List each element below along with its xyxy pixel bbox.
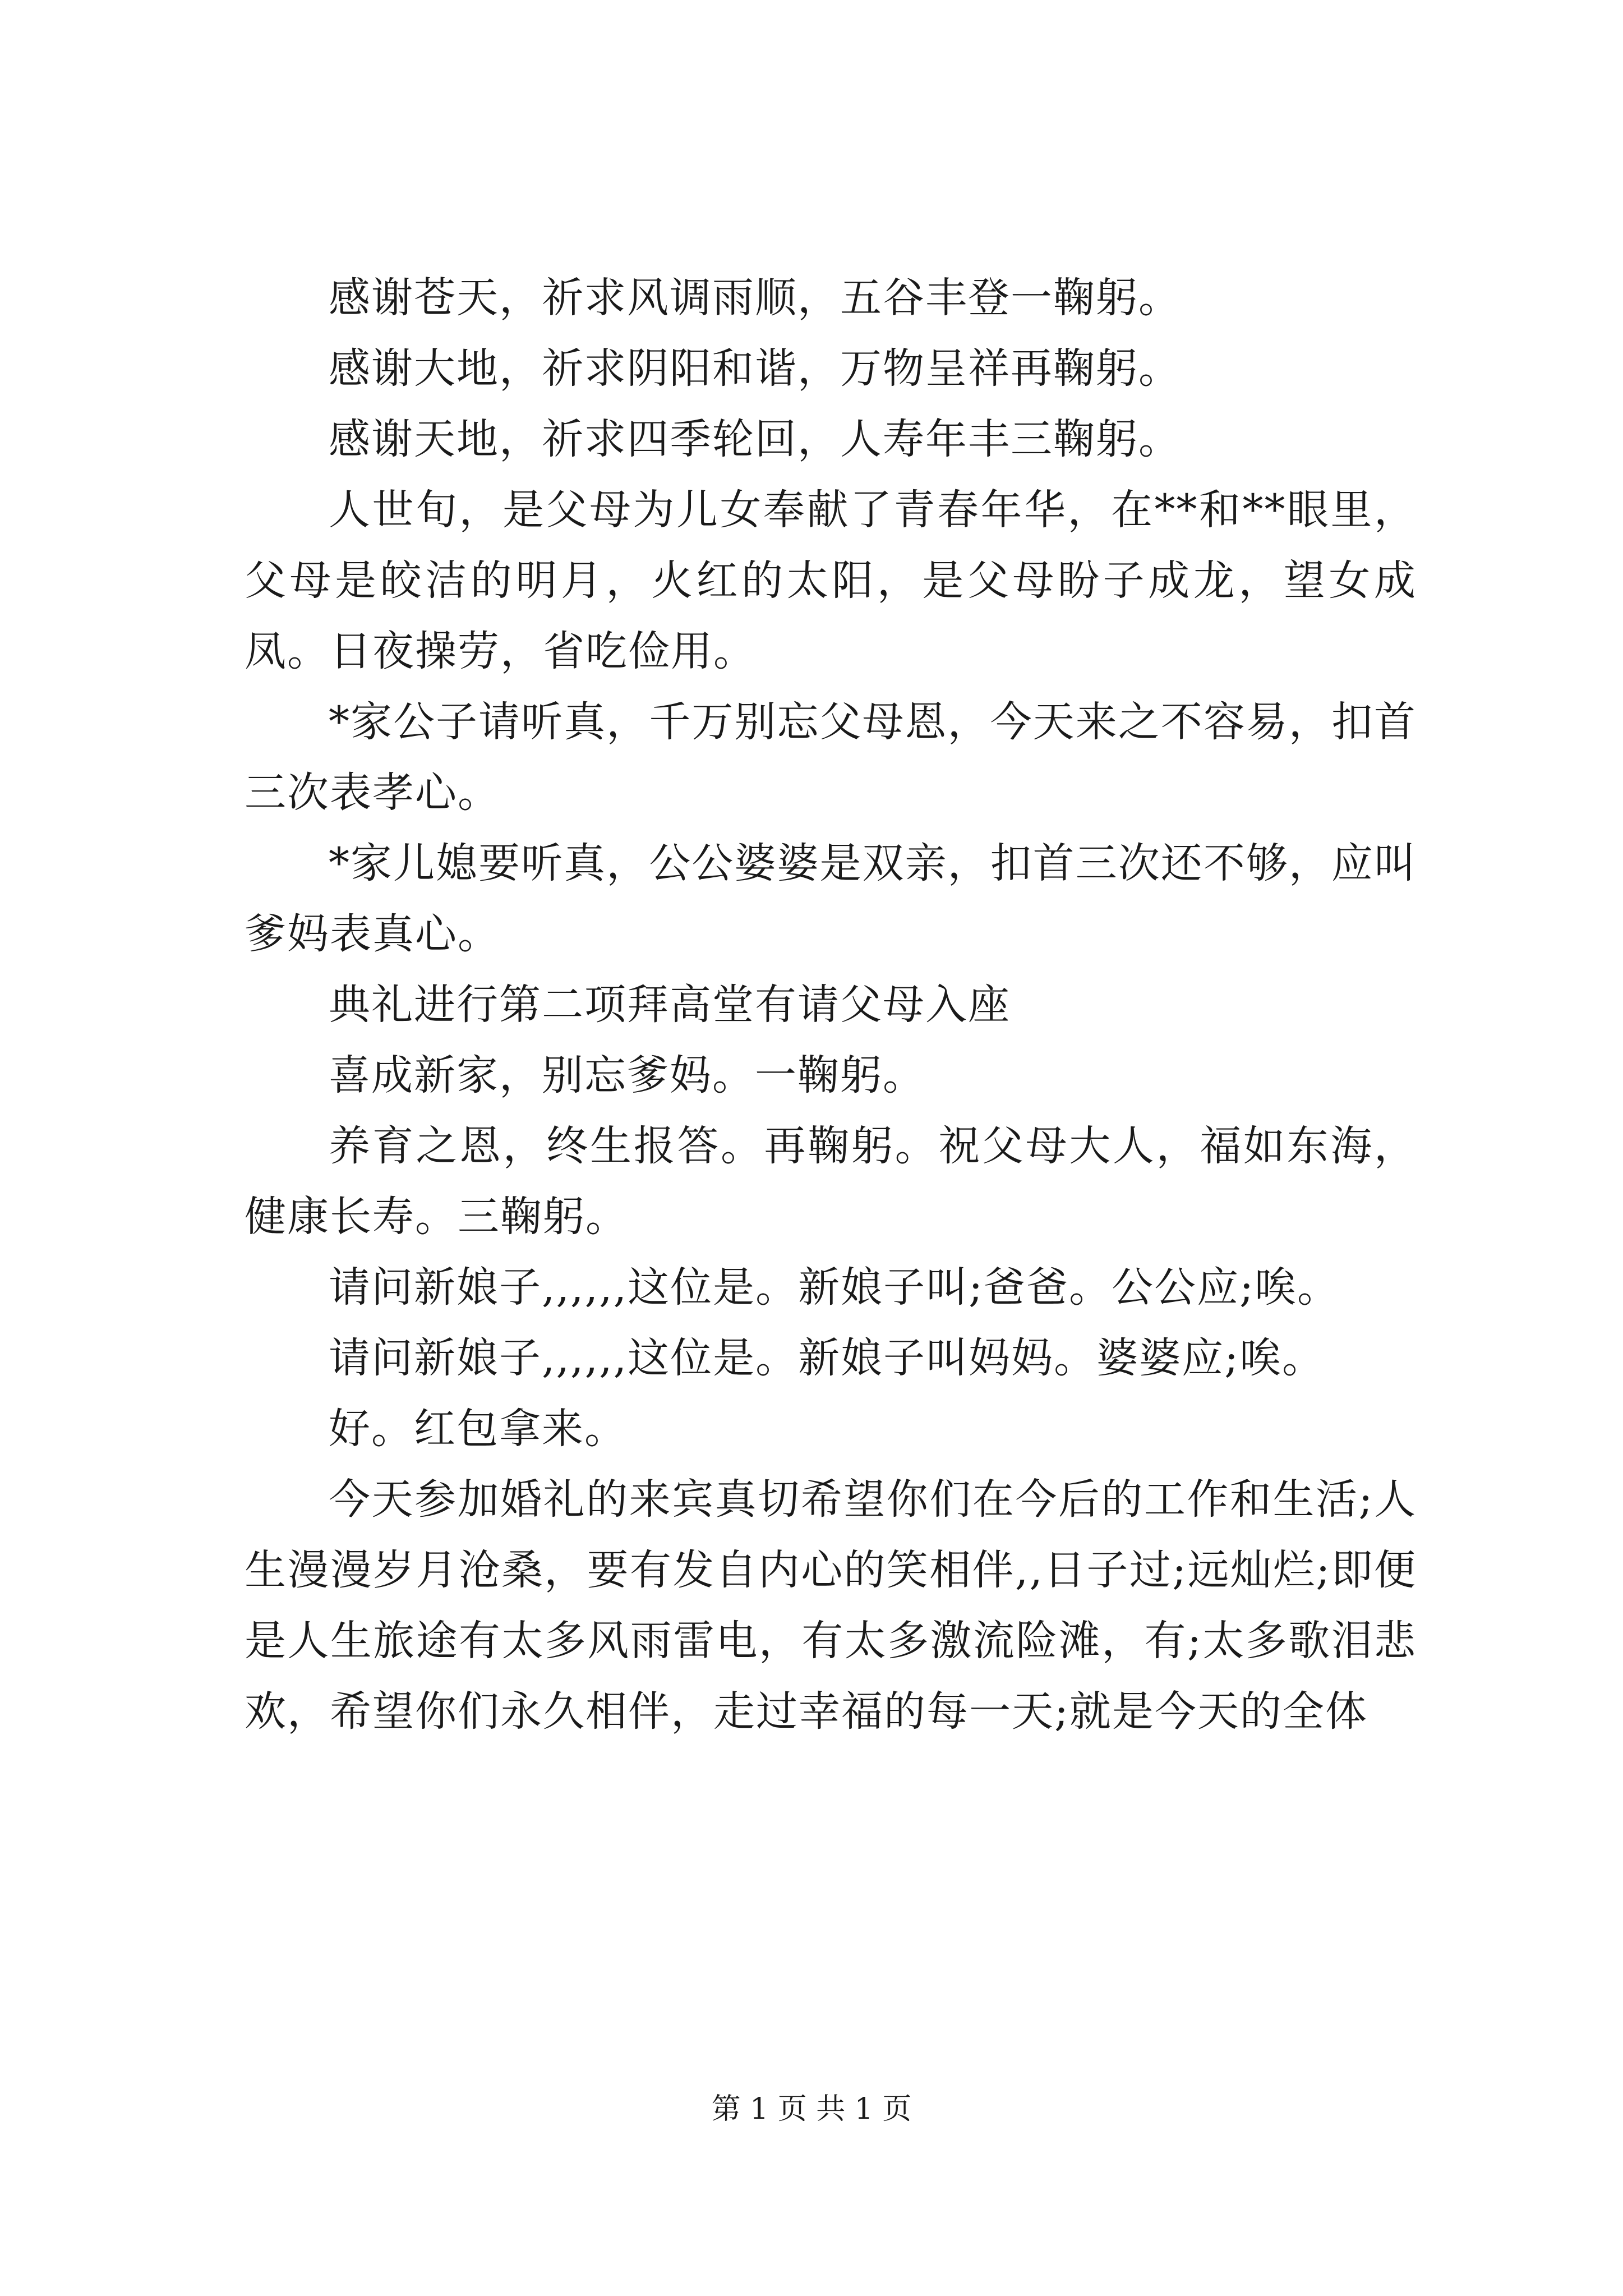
document-body xyxy=(245,263,1417,1747)
paragraph-groom-filial: *家公子请听真，千万别忘父母恩，今天来之不容易，扣首三次表孝心。 xyxy=(245,698,1417,817)
paragraph-thank-heaven-earth: 感谢天地，祈求四季轮回，人寿年丰三鞠躬。 xyxy=(329,415,1181,463)
paragraph-thank-heaven: 感谢苍天，祈求风调雨顺，五谷丰登一鞠躬。 xyxy=(329,274,1181,322)
paragraph-bride-filial: *家儿媳要听真，公公婆婆是双亲，扣首三次还不够，应叫爹妈表真心。 xyxy=(245,839,1417,958)
paragraph-red-envelope: 好。红包拿来。 xyxy=(329,1405,627,1453)
paragraph-parents-devotion: 人世旬，是父母为儿女奉献了青春年华，在**和**眼里，父母是皎洁的明月，火红的太阳，是父母盼子成龙，望女成凤。日夜操劳，省吃俭用。 xyxy=(245,486,1417,675)
paragraph-guests-wishes: 今天参加婚礼的来宾真切希望你们在今后的工作和生活;人生漫漫岁月沧桑，要有发自内心的笑相伴,,日子过;远灿烂;即便是人生旅途有太多风雨雷电，有太多激流险滩，有;太多歌泪悲欢，希望你们永久相伴，走过幸福的每一天;就是今天的全体 xyxy=(245,1475,1417,1736)
page-footer: 第 1 页 共 1 页 xyxy=(711,2092,912,2126)
paragraph-second-third-bow: 养育之恩，终生报答。再鞠躬。祝父母大人，福如东海，健康长寿。三鞠躬。 xyxy=(245,1122,1417,1241)
paragraph-bride-calls-dad: 请问新娘子,,,,,,这位是。新娘子叫;爸爸。公公应;唉。 xyxy=(329,1263,1340,1312)
paragraph-ceremony-step-two: 典礼进行第二项拜高堂有请父母入座 xyxy=(329,981,1011,1029)
paragraph-thank-earth: 感谢大地，祈求阴阳和谐，万物呈祥再鞠躬。 xyxy=(329,344,1181,393)
paragraph-first-bow: 喜成新家，别忘爹妈。一鞠躬。 xyxy=(329,1051,925,1099)
paragraph-bride-calls-mom: 请问新娘子,,,,,,这位是。新娘子叫妈妈。婆婆应;唉。 xyxy=(329,1334,1325,1382)
